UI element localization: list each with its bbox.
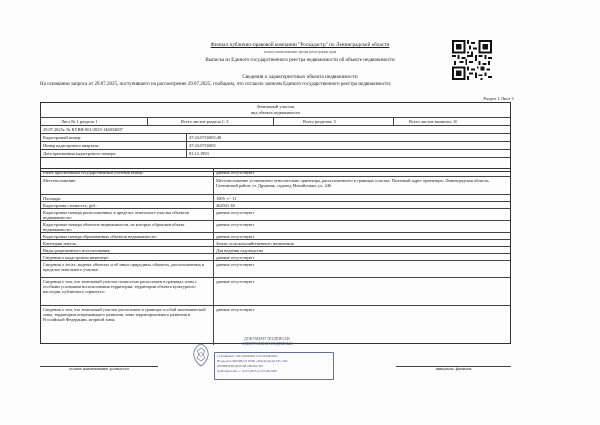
detail-label: Кадастровая стоимость, руб.: bbox=[43, 203, 98, 208]
detail-row bbox=[41, 220, 510, 232]
detail-row bbox=[41, 305, 510, 322]
details-table bbox=[40, 168, 511, 344]
detail-value: данные отсутствуют bbox=[216, 255, 255, 260]
object-type: Земельный участок bbox=[256, 104, 295, 109]
detail-value: 1005 +/- 11 bbox=[216, 196, 237, 201]
detail-value: данные отсутствуют bbox=[216, 262, 255, 267]
sheet-row-c4: Всего листов выписки: 10 bbox=[409, 119, 458, 124]
extract-table bbox=[40, 102, 511, 172]
detail-label: Виды разрешенного использования: bbox=[43, 248, 111, 253]
ident-value: 47:23:0716003 bbox=[189, 143, 216, 148]
sheet-row-c3: Всего разделов: 5 bbox=[303, 119, 336, 124]
request-note: На основании запроса от 29.07.2025, поступившего на рассмотрение 29.07.2025, сообщаем, что согласно записям Единого государственного реестра недвижимости: bbox=[40, 82, 392, 87]
detail-label: Ранее присвоенный государственный учетный номер: bbox=[43, 170, 144, 175]
detail-label: Сведения о лесах, водных объектах и об иных природных объектах, расположенных в пределах земельного участка: bbox=[43, 262, 205, 272]
detail-row bbox=[41, 208, 510, 220]
org-name: Филиал публично-правовой компании "Роскадастр" по Ленинградской области bbox=[210, 42, 390, 48]
object-type-sub: вид объекта недвижимости bbox=[251, 110, 300, 115]
detail-label: Площадь: bbox=[43, 196, 62, 201]
detail-value: Для ведения садоводства bbox=[216, 248, 263, 253]
signature-caption-right: инициалы, фамилия bbox=[435, 366, 472, 371]
detail-label: Сведения о том, что земельный участок расположен в границах особой экономической зоны, территории опережающего развития, зоны территориального развития в Российской Федерации, игорной зоны: bbox=[43, 307, 206, 322]
detail-row bbox=[41, 194, 510, 201]
info-title: Сведения о характеристиках объекта недвижимости bbox=[242, 74, 358, 80]
detail-row bbox=[41, 253, 510, 260]
detail-label: Категория земель: bbox=[43, 241, 77, 246]
detail-row bbox=[41, 277, 510, 294]
detail-row bbox=[41, 246, 510, 253]
stamp-line: ДОКУМЕНТ ПОДПИСАН bbox=[244, 336, 290, 341]
detail-value: данные отсутствуют bbox=[216, 170, 255, 175]
detail-value: Земли сельскохозяйственного назначения bbox=[216, 241, 294, 246]
ident-value: 47:23:0716003:48 bbox=[189, 135, 222, 140]
org-subtitle: полное наименование органа регистрации прав bbox=[263, 50, 337, 54]
sheet-row-c1: Лист № 1 раздела 1 bbox=[61, 119, 98, 124]
detail-value: данные отсутствуют bbox=[216, 307, 255, 312]
stamp-line: Владелец: ФИЛИАЛ ППК «РОСКАДАСТР» ПО bbox=[217, 359, 288, 363]
detail-label: Сведения о кадастровом инженере: bbox=[43, 255, 109, 260]
detail-value: 462941.38 bbox=[216, 203, 235, 208]
ident-label: Кадастровый номер: bbox=[43, 135, 82, 140]
detail-row bbox=[41, 239, 510, 246]
doc-number: 29.07.2025г. № КУВИ-001/2025-146034007 bbox=[43, 127, 123, 132]
detail-row bbox=[41, 176, 510, 195]
detail-value: Местоположение установлено относительно ориентира, расположенного в границах участка. Почтовый адрес ориентира: Ленинградская область, Гатчинский район, ст. Дружная, садовод Михайловка, уч. 246 bbox=[216, 178, 490, 188]
detail-label: Кадастровые номера расположенных в пределах земельного участка объектов недвижимости: bbox=[43, 210, 189, 220]
stamp-line: Действителен: с 12.03.2025 по 05.06.2026 bbox=[217, 369, 277, 373]
detail-label: Местоположение: bbox=[43, 178, 77, 183]
detail-label: Кадастровые номера образованных объектов недвижимости: bbox=[43, 234, 157, 239]
ident-value: 03.12.1993 bbox=[189, 151, 209, 156]
detail-value: данные отсутствуют bbox=[216, 279, 255, 284]
detail-value: данные отсутствуют bbox=[216, 210, 255, 215]
detail-row bbox=[41, 260, 510, 272]
sheet-label: Раздел 1 Лист 1 bbox=[483, 96, 514, 101]
detail-label: Кадастровые номера объектов недвижимости, из которых образован объект недвижимости: bbox=[43, 222, 185, 232]
stamp-line: Сертификат: 00c5e6b29f0a1c3e7d4b8a2f61 bbox=[217, 354, 278, 358]
extract-title: Выписка из Единого государственного реестра недвижимости об объекте недвижимости bbox=[205, 58, 395, 63]
detail-label: Сведения о том, что земельный участок полностью расположен в границах зоны с особыми условиями использования территории, территории объекта культурного наследия, публичного сервитута: bbox=[43, 279, 197, 294]
signature-caption-left: полное наименование должности bbox=[69, 366, 129, 371]
detail-value: данные отсутствуют bbox=[216, 234, 255, 239]
sheet-row-c2: Всего листов раздела 1: 3 bbox=[181, 119, 229, 124]
signature-stamp bbox=[186, 334, 336, 386]
detail-row bbox=[41, 201, 510, 208]
emblem-icon bbox=[190, 342, 212, 368]
stamp-line: ЭЛЕКТРОННОЙ ПОДПИСЬЮ bbox=[242, 342, 293, 346]
ident-label: Номер кадастрового квартала: bbox=[43, 143, 100, 148]
stamp-line: ЛЕНИНГРАДСКОЙ ОБЛАСТИ bbox=[217, 364, 263, 368]
detail-value: данные отсутствуют bbox=[216, 222, 255, 227]
stamp-frame bbox=[214, 352, 334, 380]
ident-label: Дата присвоения кадастрового номера: bbox=[43, 151, 117, 156]
detail-row bbox=[41, 232, 510, 239]
qr-code-icon bbox=[452, 40, 492, 80]
